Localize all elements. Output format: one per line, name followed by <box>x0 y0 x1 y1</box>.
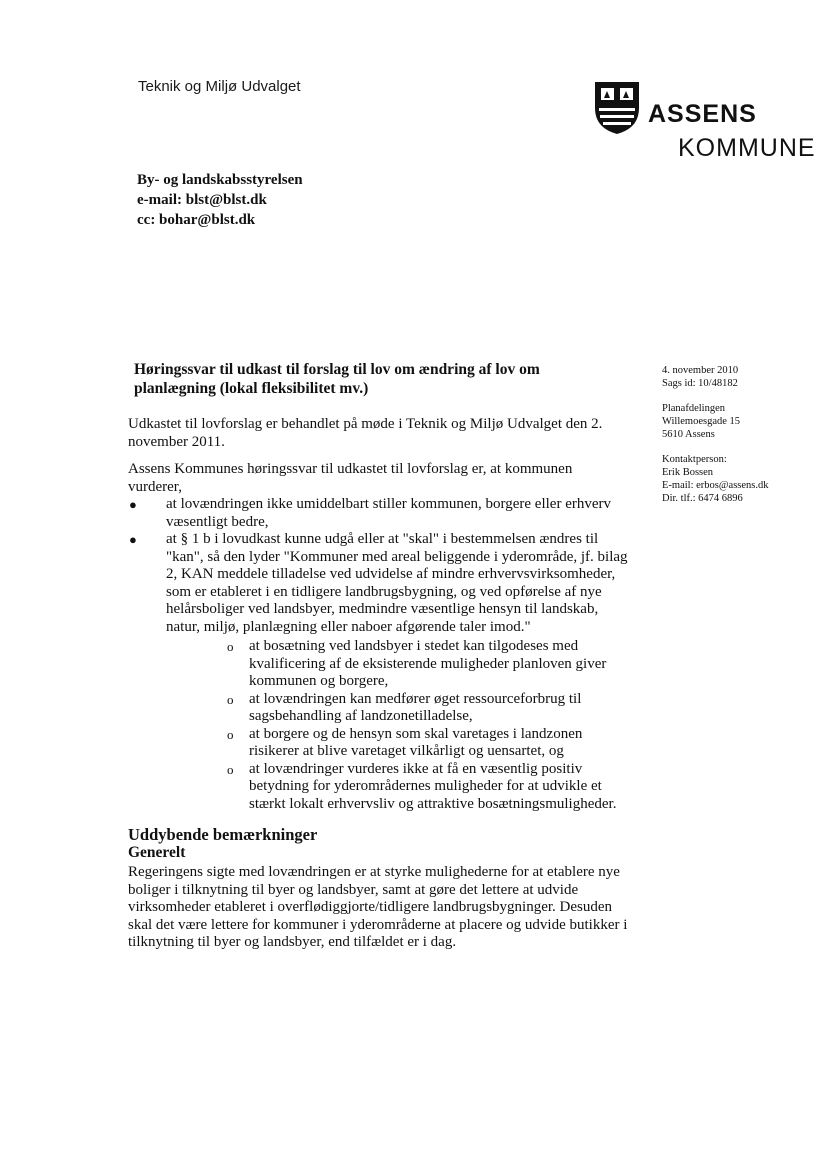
circle-bullet-icon: o <box>227 761 234 777</box>
list-item: ● at § 1 b i lovudkast kunne udgå eller at "skal" i bestemmelsen ændres til "kan", så den lyder "Kommuner med areal beliggende i yderområde, jf. bilag 2, KAN meddele tilladelse ved udvidelse af mindre erhvervsvirksomheder, som er etableret i en tidligere landbrugsbygning, og ved opførelse af nye helårsboliger ved landsbyer, medmindre væsentlige hensyn til landskab, natur, miljø, planlægning eller naboer afgørende taler imod." o at bosætning ved landsbyer i stedet kan tilgodeses med kvalificering af de eksisterende muligheder planloven giver kommunen og borgere, o at lovændringen kan medfører øget ressourceforbrug til sagsbehandling af landzonetilladelse, o at borgere og de hensyn som skal varetages i landzonen risikerer at blive varetaget vilkårligt og uensartet, og o at lovændringer vurderes ikke at få en væsentlig positiv betydning for yderområdernes muligheder for at udvikle et stærkt lokalt erhvervsliv og attraktive bosætningsmuligheder. <box>129 531 628 812</box>
contact-name: Erik Bossen <box>662 467 714 478</box>
section-heading: Uddybende bemærkninger <box>128 825 318 844</box>
recipient-name: By- og landskabsstyrelsen <box>137 172 303 188</box>
bullet-icon: ● <box>129 497 137 512</box>
recipient-cc: cc: bohar@blst.dk <box>137 212 256 228</box>
case-id: Sags id: 10/48182 <box>662 378 738 389</box>
intro-paragraph: Udkastet til lovforslag er behandlet på møde i Teknik og Miljø Udvalget den 2. november 2011. <box>128 416 603 450</box>
sub-list-item: o at bosætning ved landsbyer i stedet kan tilgodeses med kvalificering af de eksisterende muligheder planloven giver kommunen og borgere, <box>227 638 607 689</box>
street-address: Willemoesgade 15 <box>662 416 741 427</box>
city-address: 5610 Assens <box>662 429 715 440</box>
letter-body <box>128 416 628 962</box>
response-list <box>128 496 628 813</box>
circle-bullet-icon: o <box>227 691 234 707</box>
recipient-block <box>137 170 303 230</box>
sub-list-item: o at lovændringen kan medfører øget ressourceforbrug til sagsbehandling af landzonetilladelse, <box>227 690 582 724</box>
sub-list <box>166 638 628 813</box>
circle-bullet-icon: o <box>227 726 234 742</box>
contact-phone: Dir. tlf.: 6474 6896 <box>662 493 743 504</box>
assens-kommune-logo <box>592 78 822 168</box>
crest-icon <box>592 78 642 136</box>
department: Planafdelingen <box>662 403 725 414</box>
letter-subject: Høringssvar til udkast til forslag til lov om ændring af lov om planlægning (lokal fleksibilitet mv.) <box>134 361 540 397</box>
subsection-heading: Generelt <box>128 844 186 861</box>
logo-line1: ASSENS <box>648 100 757 128</box>
sub-list-item: o at lovændringer vurderes ikke at få en væsentlig positiv betydning for yderområdernes muligheder for at udvikle et stærkt lokalt erhvervsliv og attraktive bosætningsmuligheder. <box>227 760 617 812</box>
contact-email: E-mail: erbos@assens.dk <box>662 480 769 491</box>
contact-label: Kontaktperson: <box>662 454 727 465</box>
recipient-email: e-mail: blst@blst.dk <box>137 192 267 208</box>
circle-bullet-icon: o <box>227 639 234 654</box>
sender-info <box>662 364 822 505</box>
letter-date: 4. november 2010 <box>662 365 739 376</box>
sub-list-item: o at borgere og de hensyn som skal varetages i landzonen risikerer at blive varetaget vilkårligt og uensartet, og <box>227 725 583 759</box>
response-intro: Assens Kommunes høringssvar til udkastet til lovforslag er, at kommunen vurderer, <box>128 461 573 495</box>
logo-line2: KOMMUNE <box>678 134 816 162</box>
bullet-icon: ● <box>129 532 137 547</box>
general-paragraph: Regeringens sigte med lovændringen er at styrke mulighederne for at etablere nye boliger i tilknytning til byer og landsbyer, samt at gøre det lettere at udvide virksomheder etableret i overflødiggjorte/tidligere landbrugsbygninger. Desuden skal det være lettere for kommuner i yderområderne at placere og udvide butikker i tilknytning til byer og landsbyer, end tilfældet er i dag. <box>128 864 628 950</box>
committee-name: Teknik og Miljø Udvalget <box>138 78 301 95</box>
list-item: ● at lovændringen ikke umiddelbart stiller kommunen, borgere eller erhverv væsentligt bedre, <box>129 496 612 530</box>
